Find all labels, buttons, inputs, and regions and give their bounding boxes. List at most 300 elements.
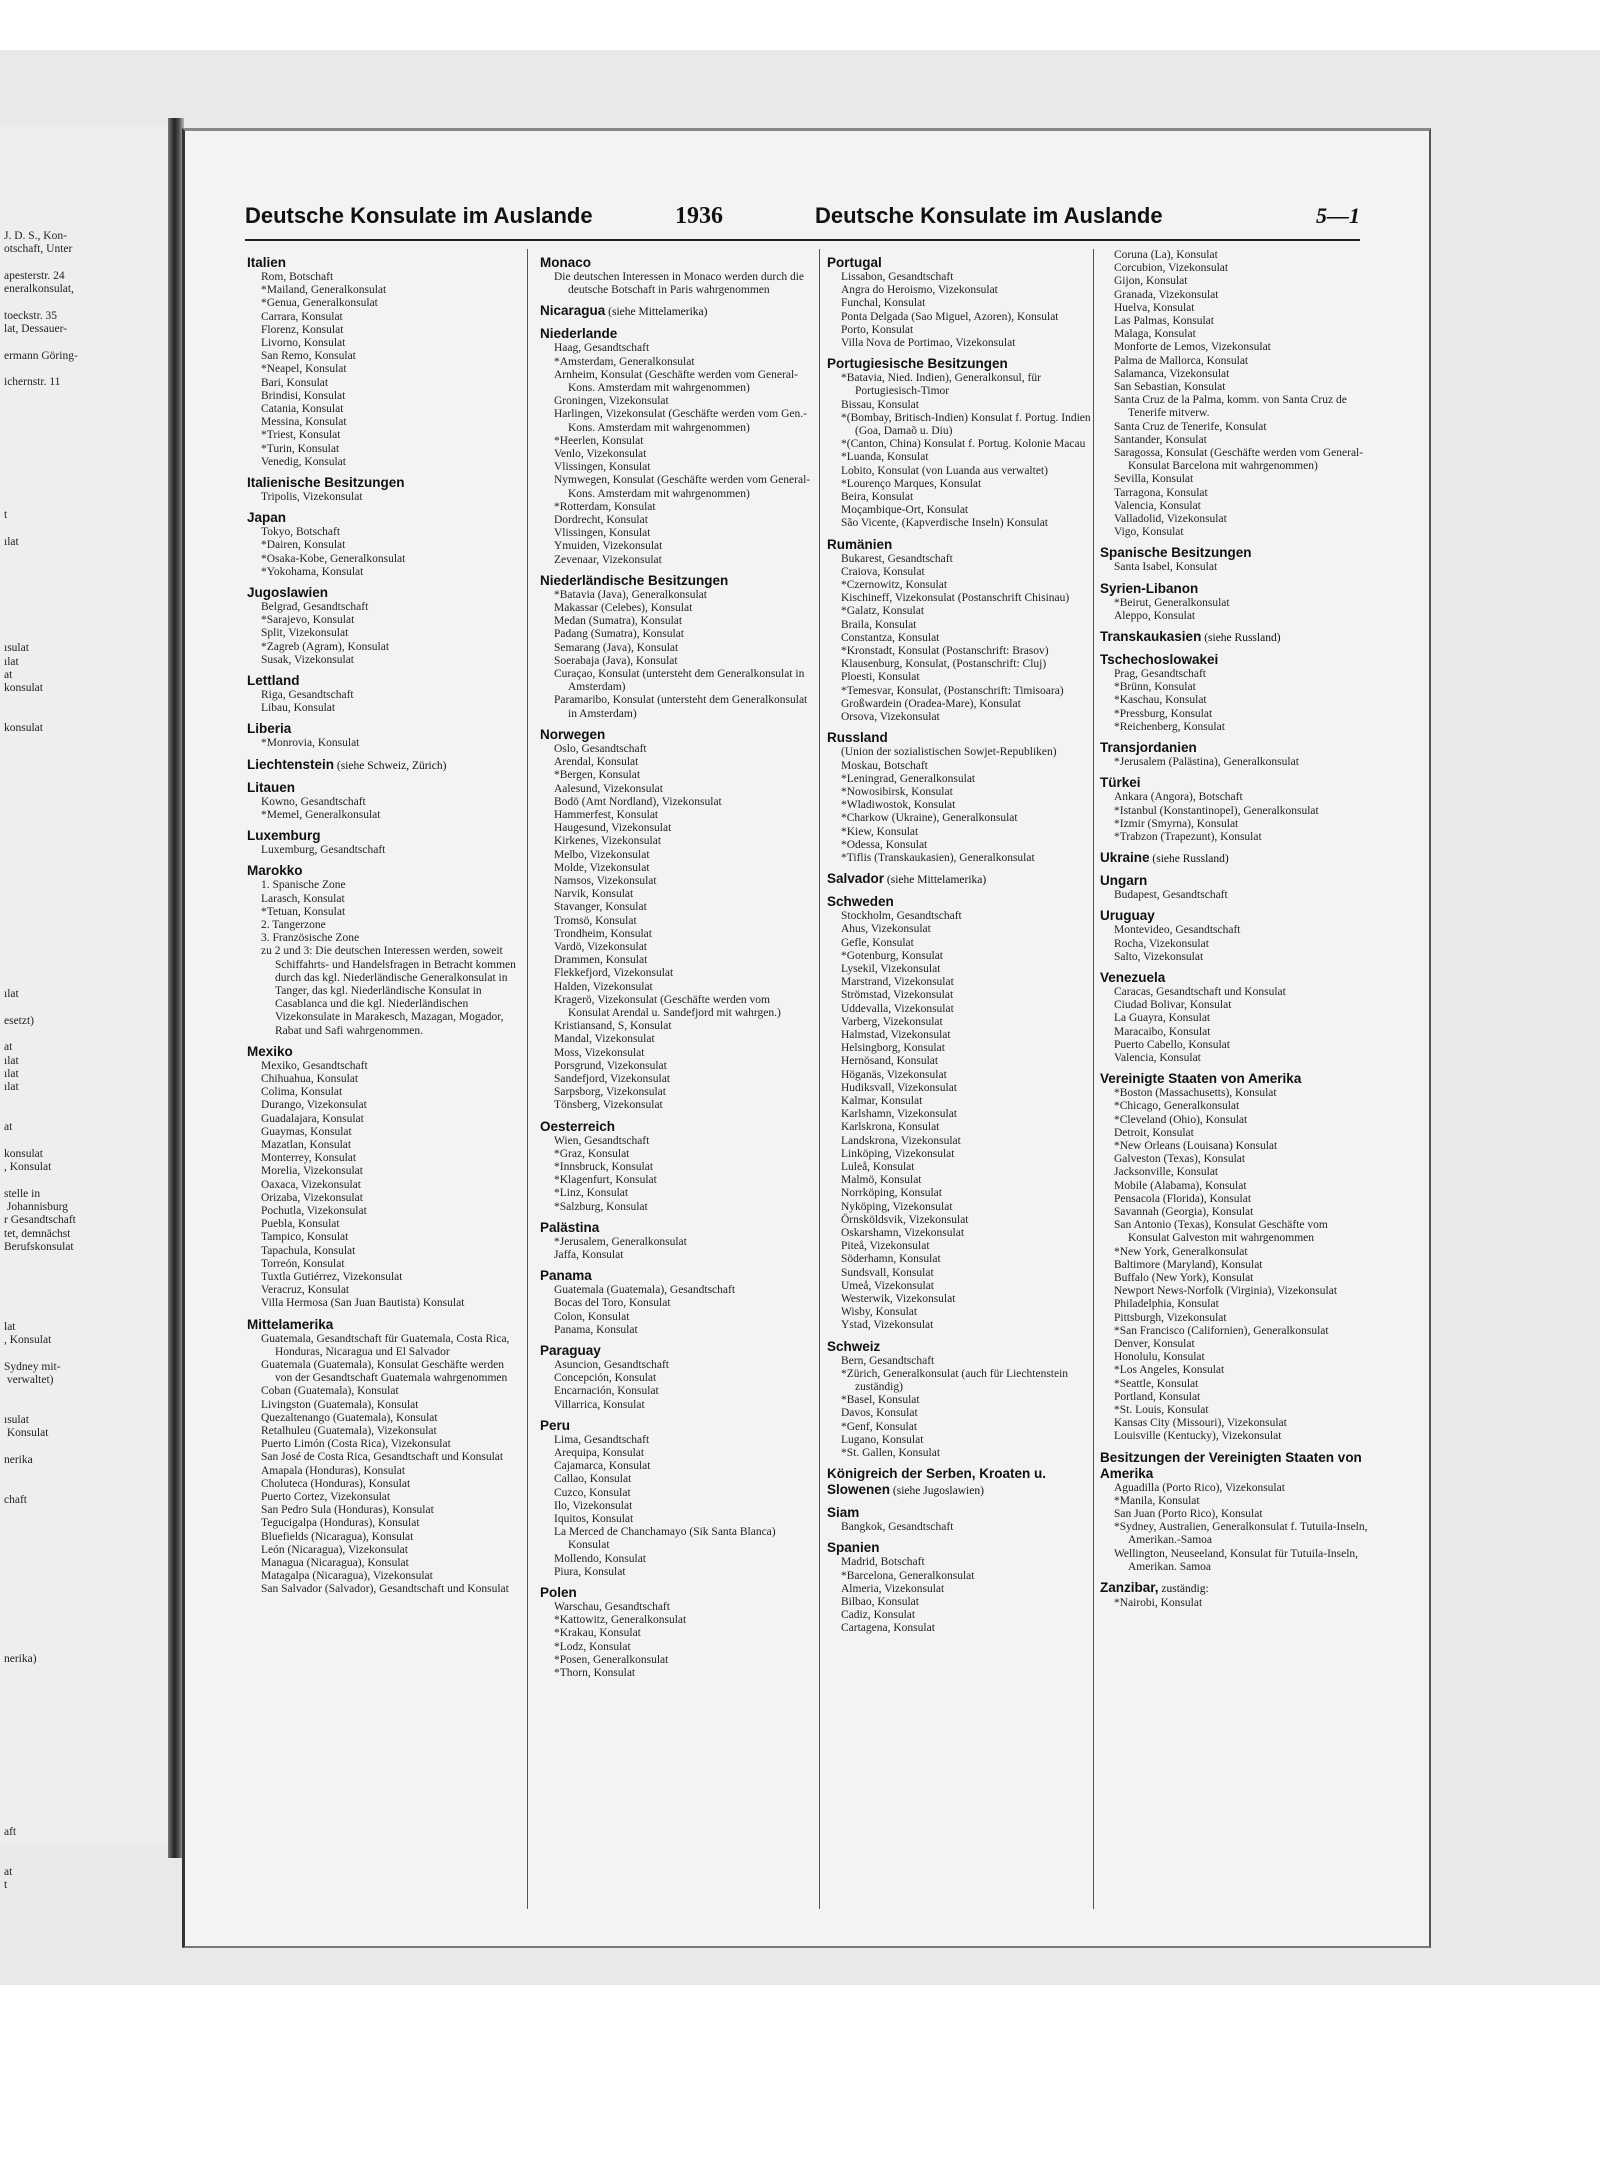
consulate-entry: *New Orleans (Louisana) Konsulat [1114, 1139, 1278, 1152]
consulate-entry: Salamanca, Vizekonsulat [1114, 367, 1230, 380]
consulate-entry: *Linz, Konsulat [554, 1187, 629, 1200]
consulate-entry: Orizaba, Vizekonsulat [261, 1191, 363, 1204]
consulate-entry: Coruna (La), Konsulat [1114, 249, 1218, 261]
consulate-entry: Puebla, Konsulat [261, 1218, 340, 1231]
consulate-entry: Galveston (Texas), Konsulat [1114, 1153, 1246, 1166]
consulate-entry: San José de Costa Rica, Gesandtschaft und Konsulat [261, 1451, 504, 1464]
consulate-entry: Soerabaja (Java), Konsulat [554, 654, 678, 667]
consulate-entry: Ilo, Vizekonsulat [554, 1499, 633, 1512]
consulate-entry: Padang (Sumatra), Konsulat [554, 628, 684, 641]
country-heading: Nicaragua (siehe Mittelamerika) [540, 303, 708, 319]
consulate-entry: San Pedro Sula (Honduras), Konsulat [261, 1504, 434, 1517]
consulate-entry: *Graz, Konsulat [554, 1147, 630, 1160]
consulate-entry: Salto, Vizekonsulat [1114, 950, 1204, 963]
consulate-entry: Großwardein (Oradea-Mare), Konsulat [841, 697, 1021, 710]
consulate-entry: Newport News-Norfolk (Virginia), Vizekonsulat [1114, 1285, 1338, 1298]
consulate-entry: San Remo, Konsulat [261, 350, 356, 363]
consulate-entry: Gefle, Konsulat [841, 936, 914, 949]
consulate-entry: Luxemburg, Gesandtschaft [261, 844, 386, 857]
consulate-entry: *Kronstadt, Konsulat (Postanschrift: Brasov) [841, 645, 1049, 658]
consulate-entry: Karlskrona, Konsulat [841, 1121, 940, 1134]
left-page-text: verwaltet) [4, 1373, 54, 1386]
consulate-entry: Valencia, Konsulat [1114, 1051, 1201, 1064]
consulate-entry: Livingston (Guatemala), Konsulat [261, 1398, 419, 1411]
consulate-entry: Madrid, Botschaft [841, 1556, 925, 1569]
consulate-entry: Orsova, Vizekonsulat [841, 711, 940, 724]
header-left-title: Deutsche Konsulate im Auslande [245, 203, 593, 228]
consulate-entry: Livorno, Konsulat [261, 337, 346, 350]
consulate-entry: Mobile (Alabama), Konsulat [1114, 1179, 1247, 1192]
consulate-entry: Mazatlan, Konsulat [261, 1138, 352, 1151]
consulate-entry: Höganäs, Vizekonsulat [841, 1068, 947, 1081]
consulate-entry: Wisby, Konsulat [841, 1306, 918, 1319]
country-heading: Niederländische Besitzungen [540, 572, 729, 588]
consulate-entry: Monforte de Lemos, Vizekonsulat [1114, 341, 1271, 354]
consulate-entry: Huelva, Konsulat [1114, 301, 1195, 314]
country-heading: Transjordanien [1100, 740, 1197, 756]
consulate-entry: Guatemala, Gesandtschaft für Guatemala, Costa Rica, Honduras, Nicaragua und El Salvador [261, 1332, 510, 1358]
consulate-entry: Strömstad, Vizekonsulat [841, 989, 954, 1002]
consulate-entry: La Merced de Chanchamayo (Sik Santa Blanca) Konsulat [554, 1526, 776, 1552]
country-heading: Lettland [247, 673, 300, 689]
consulate-entry: Pochutla, Vizekonsulat [261, 1204, 367, 1217]
consulate-entry: *Zagreb (Agram), Konsulat [261, 640, 390, 653]
consulate-entry: Tromsö, Konsulat [554, 914, 637, 927]
consulate-entry: Matagalpa (Nicaragua), Vizekonsulat [261, 1570, 433, 1583]
consulate-entry: Mandal, Vizekonsulat [554, 1033, 655, 1046]
consulate-entry: Haugesund, Vizekonsulat [554, 822, 672, 835]
consulate-entry: Gijon, Konsulat [1114, 275, 1188, 288]
consulate-entry: Cajamarca, Konsulat [554, 1460, 651, 1473]
consulate-entry: Lima, Gesandtschaft [554, 1433, 650, 1446]
consulate-entry: Puerto Cabello, Konsulat [1114, 1038, 1230, 1051]
consulate-entry: Philadelphia, Konsulat [1114, 1298, 1219, 1311]
consulate-entry: *Jerusalem, Generalkonsulat [554, 1235, 687, 1248]
consulate-entry: Baltimore (Maryland), Konsulat [1114, 1258, 1263, 1271]
consulate-entry: *Manila, Konsulat [1114, 1494, 1200, 1507]
consulate-entry: *Sarajevo, Konsulat [261, 614, 355, 627]
consulate-entry: *Sydney, Australien, Generalkonsulat f. Tutuila-Inseln, Amerikan.-Samoa [1114, 1521, 1368, 1547]
consulate-entry: *St. Gallen, Konsulat [841, 1447, 941, 1460]
consulate-entry: *Salzburg, Konsulat [554, 1200, 648, 1213]
country-heading: Königreich der Serben, Kroaten u. Slowenen (siehe Jugoslawien) [827, 1466, 1047, 1498]
consulate-entry: Santa Isabel, Konsulat [1114, 561, 1218, 574]
left-page-text: at [4, 668, 13, 681]
consulate-entry: *Heerlen, Konsulat [554, 434, 644, 447]
consulate-entry: *Czernowitz, Konsulat [841, 579, 948, 592]
consulate-entry: Kristiansand, S, Konsulat [554, 1020, 672, 1033]
consulate-entry: Susak, Vizekonsulat [261, 653, 355, 666]
consulate-entry: *Odessa, Konsulat [841, 838, 928, 851]
consulate-entry: Ankara (Angora), Botschaft [1114, 791, 1243, 804]
consulate-entry: Tarragona, Konsulat [1114, 486, 1208, 499]
left-page-text: toeckstr. 35 [4, 309, 58, 322]
consulate-entry: *Boston (Massachusetts), Konsulat [1114, 1087, 1277, 1100]
consulate-entry: Prag, Gesandtschaft [1114, 668, 1206, 681]
consulate-entry: Die deutschen Interessen in Monaco werden durch die deutsche Botschaft in Paris wahrgenommen [554, 271, 805, 297]
consulate-entry: 3. Französische Zone [261, 932, 360, 945]
consulate-entry: *Dairen, Konsulat [261, 539, 346, 552]
consulate-entry: Dordrecht, Konsulat [554, 514, 648, 527]
left-page-text: otschaft, Unter [4, 243, 73, 256]
left-page-text: at [4, 1041, 13, 1054]
consulate-entry: Tuxtla Gutiérrez, Vizekonsulat [261, 1270, 403, 1283]
consulate-entry: Curaçao, Konsulat (untersteht dem Generalkonsulat in Amsterdam) [554, 668, 805, 694]
consulate-entry: Cuzco, Konsulat [554, 1486, 631, 1499]
consulate-entry: *Lourenço Marques, Konsulat [841, 477, 982, 490]
consulate-entry: Lobito, Konsulat (von Luanda aus verwaltet) [841, 464, 1048, 477]
consulate-entry: Drammen, Konsulat [554, 954, 648, 967]
consulate-entry: Bangkok, Gesandtschaft [841, 1521, 954, 1534]
consulate-entry: Portland, Konsulat [1114, 1390, 1201, 1403]
header-right-title: Deutsche Konsulate im Auslande [815, 203, 1163, 228]
left-page-text: eneralkonsulat, [4, 283, 74, 296]
consulate-entry: Veracruz, Konsulat [261, 1284, 350, 1297]
page-header [245, 203, 1360, 233]
consulate-entry: Davos, Konsulat [841, 1407, 918, 1420]
country-heading: Schweden [827, 894, 894, 910]
consulate-entry: Stockholm, Gesandtschaft [841, 910, 962, 923]
consulate-entry: Tegucigalpa (Honduras), Konsulat [261, 1517, 420, 1530]
consulate-entry: Tampico, Konsulat [261, 1231, 349, 1244]
consulate-entry: Bari, Konsulat [261, 376, 329, 389]
consulate-entry: Groningen, Vizekonsulat [554, 395, 669, 408]
consulate-entry: Choluteca (Honduras), Konsulat [261, 1477, 411, 1490]
country-note: (siehe Jugoslawien) [890, 1485, 984, 1498]
consulate-entry: Lugano, Konsulat [841, 1433, 924, 1446]
consulate-entry: *Trabzon (Trapezunt), Konsulat [1114, 830, 1262, 843]
consulate-entry: *Triest, Konsulat [261, 429, 341, 442]
country-note: (siehe Schweiz, Zürich) [334, 759, 447, 772]
consulate-entry: Lysekil, Vizekonsulat [841, 962, 941, 975]
consulate-entry: Örnsköldsvik, Vizekonsulat [841, 1213, 969, 1226]
consulate-entry: Guadalajara, Konsulat [261, 1112, 364, 1125]
consulate-entry: Vlissingen, Konsulat [554, 461, 651, 474]
consulate-entry: San Antonio (Texas), Konsulat Geschäfte vom Konsulat Galveston mit wahrgenommen [1114, 1219, 1328, 1245]
consulate-entry: Guatemala (Guatemala), Konsulat Geschäfte werden von der Gesandtschaft Guatemala wahrgenommen [261, 1359, 508, 1385]
consulate-entry: Medan (Sumatra), Konsulat [554, 615, 683, 628]
consulate-entry: Savannah (Georgia), Konsulat [1114, 1205, 1254, 1218]
country-heading: Tschechoslowakei [1100, 652, 1219, 668]
left-page-text: ısulat [4, 1413, 29, 1426]
consulate-entry: Bern, Gesandtschaft [841, 1354, 935, 1367]
consulate-entry: Sevilla, Konsulat [1114, 473, 1194, 486]
consulate-entry: Aguadilla (Porto Rico), Vizekonsulat [1114, 1481, 1285, 1494]
consulate-entry: Bodö (Amt Nordland), Vizekonsulat [554, 795, 722, 808]
consulate-entry: Brindisi, Konsulat [261, 389, 346, 402]
consulate-entry: Arnheim, Konsulat (Geschäfte werden vom General-Kons. Amsterdam mit wahrgenommen) [554, 368, 798, 395]
left-page-text: aft [4, 1826, 17, 1838]
country-note: (siehe Mittelamerika) [884, 874, 987, 887]
consulate-entry: *Genua, Generalkonsulat [261, 297, 378, 310]
country-note: (siehe Mittelamerika) [605, 306, 708, 319]
consulate-entry: Ystad, Vizekonsulat [841, 1319, 934, 1332]
consulate-entry: Ymuiden, Vizekonsulat [554, 540, 663, 553]
consulate-entry: Helsingborg, Konsulat [841, 1042, 945, 1055]
consulate-entry: Chihuahua, Konsulat [261, 1072, 359, 1085]
consulate-entry: Guatemala (Guatemala), Gesandtschaft [554, 1284, 736, 1297]
column-divider [527, 249, 528, 1909]
consulate-entry: Piura, Konsulat [554, 1565, 626, 1578]
country-heading: Zanzibar, zuständig: [1100, 1580, 1209, 1596]
left-page-text: r Gesandtschaft [4, 1214, 76, 1227]
consulate-entry: La Guayra, Konsulat [1114, 1012, 1211, 1025]
consulate-entry: Kansas City (Missouri), Vizekonsulat [1114, 1417, 1287, 1430]
consulate-entry: *Turin, Konsulat [261, 442, 340, 455]
consulate-entry: Norrköping, Konsulat [841, 1187, 942, 1200]
consulate-entry: *Basel, Konsulat [841, 1394, 920, 1407]
left-page-text: lat, Dessauer- [4, 323, 67, 336]
consulate-entry: Venlo, Vizekonsulat [554, 448, 647, 461]
column-3 [827, 249, 1097, 1929]
consulate-entry: Umeå, Vizekonsulat [841, 1279, 934, 1292]
consulate-entry: *Charkow (Ukraine), Generalkonsulat [841, 812, 1018, 825]
left-page-text: at [4, 1865, 13, 1878]
country-heading: Norwegen [540, 726, 606, 742]
country-heading: Schweiz [827, 1338, 881, 1354]
country-heading: Mexiko [247, 1043, 293, 1059]
left-page-text: konsulat [4, 682, 43, 695]
column-divider [1093, 249, 1094, 1909]
consulate-entry: Ciudad Bolivar, Konsulat [1114, 999, 1232, 1012]
consulate-entry: San Salvador (Salvador), Gesandtschaft und Konsulat [261, 1583, 509, 1596]
left-page-text: konsulat [4, 1147, 43, 1160]
consulate-entry: *Memel, Generalkonsulat [261, 808, 381, 821]
consulate-entry: *(Canton, China) Konsulat f. Portug. Kolonie Macau [841, 438, 1086, 451]
consulate-entry: *Nairobi, Konsulat [1114, 1597, 1203, 1610]
consulate-entry: Cadiz, Konsulat [841, 1609, 916, 1622]
consulate-entry: *Klagenfurt, Konsulat [554, 1174, 657, 1187]
consulate-entry: Riga, Gesandtschaft [261, 689, 354, 702]
consulate-entry: *Genf, Konsulat [841, 1420, 918, 1433]
country-note: (siehe Russland) [1149, 853, 1229, 866]
consulate-entry: Harlingen, Vizekonsulat (Geschäfte werden vom Gen.-Kons. Amsterdam mit wahrgenommen) [554, 408, 807, 434]
left-page-text: t [4, 1879, 8, 1892]
left-page-text: nerika) [4, 1653, 37, 1666]
consulate-entry: Porto, Konsulat [841, 323, 914, 336]
consulate-entry: Hernösand, Konsulat [841, 1055, 939, 1068]
country-heading: Litauen [247, 779, 296, 795]
consulate-entry: Granada, Vizekonsulat [1114, 288, 1219, 301]
consulate-entry: Stavanger, Konsulat [554, 901, 647, 914]
consulate-entry: Moçambique-Ort, Konsulat [841, 504, 969, 517]
consulate-entry: Morelia, Vizekonsulat [261, 1165, 363, 1178]
consulate-entry: Sandefjord, Vizekonsulat [554, 1072, 670, 1085]
consulate-entry: 1. Spanische Zone [261, 879, 346, 892]
country-heading: Siam [827, 1505, 860, 1521]
consulate-entry: Rom, Botschaft [261, 271, 334, 283]
consulate-entry: Linköping, Vizekonsulat [841, 1147, 955, 1160]
country-heading: Mittelamerika [247, 1316, 334, 1332]
country-heading: Oesterreich [540, 1118, 616, 1134]
left-page-text: apesterstr. 24 [4, 269, 65, 282]
consulate-entry: *Tetuan, Konsulat [261, 905, 346, 918]
consulate-entry: Panama, Konsulat [554, 1323, 638, 1336]
consulate-entry: Sarpsborg, Vizekonsulat [554, 1086, 666, 1099]
consulate-entry: Marstrand, Vizekonsulat [841, 976, 954, 989]
left-page-text: J. D. S., Kon- [4, 230, 67, 242]
country-heading: Jugoslawien [247, 585, 329, 601]
consulate-entry: Colon, Konsulat [554, 1310, 630, 1323]
consulate-entry: Malaga, Konsulat [1114, 328, 1196, 341]
left-page-text: chaft [4, 1493, 27, 1506]
consulate-entry: Kowno, Gesandtschaft [261, 795, 366, 808]
consulate-entry: *Rotterdam, Konsulat [554, 500, 656, 513]
consulate-entry: Managua (Nicaragua), Konsulat [261, 1557, 409, 1570]
consulate-entry: *Wladiwostok, Konsulat [841, 799, 956, 812]
consulate-entry: Caracas, Gesandtschaft und Konsulat [1114, 985, 1286, 998]
consulate-entry: Corcubion, Vizekonsulat [1114, 262, 1229, 275]
left-page-text: ılat [4, 655, 19, 668]
country-heading: Transkaukasien (siehe Russland) [1100, 629, 1281, 645]
consulate-entry: Callao, Konsulat [554, 1473, 632, 1486]
consulate-entry: Santa Cruz de Tenerife, Konsulat [1114, 420, 1267, 433]
consulate-entry: Catania, Konsulat [261, 403, 344, 416]
left-page-text: Sydney mit- [4, 1360, 61, 1373]
consulate-entry: Louisville (Kentucky), Vizekonsulat [1114, 1430, 1282, 1443]
country-heading: Spanische Besitzungen [1100, 545, 1252, 561]
consulate-entry: Braila, Konsulat [841, 618, 917, 631]
consulate-entry: *Brünn, Konsulat [1114, 681, 1196, 694]
left-page-text: , Konsulat [4, 1333, 52, 1346]
consulate-entry: *Osaka-Kobe, Generalkonsulat [261, 552, 406, 565]
consulate-entry: Honolulu, Konsulat [1114, 1351, 1205, 1364]
consulate-entry: Ploesti, Konsulat [841, 671, 920, 684]
consulate-entry: *(Bombay, Britisch-Indien) Konsulat f. Portug. Indien (Goa, Damaõ u. Diu) [841, 411, 1091, 438]
consulate-entry: Santa Cruz de la Palma, komm. von Santa Cruz de Tenerife mitverw. [1114, 394, 1347, 420]
consulate-entry: Vardö, Vizekonsulat [554, 940, 647, 953]
country-heading: Russland [827, 730, 888, 746]
consulate-entry: Villa Nova de Portimao, Vizekonsulat [841, 337, 1016, 350]
consulate-entry: Budapest, Gesandtschaft [1114, 889, 1228, 902]
consulate-entry: Guaymas, Konsulat [261, 1125, 352, 1138]
consulate-entry: Varberg, Vizekonsulat [841, 1015, 943, 1028]
consulate-entry: Denver, Konsulat [1114, 1338, 1195, 1350]
consulate-entry: Halmstad, Vizekonsulat [841, 1028, 951, 1041]
country-heading: Italien [247, 255, 287, 270]
column-4 [1100, 249, 1372, 1929]
consulate-entry: Jacksonville, Konsulat [1114, 1166, 1219, 1179]
country-note: zuständig: [1158, 1583, 1209, 1596]
consulate-entry: Beira, Konsulat [841, 491, 914, 504]
left-page-text: Konsulat [4, 1427, 49, 1439]
consulate-entry: *Amsterdam, Generalkonsulat [554, 355, 695, 368]
consulate-entry: *New York, Generalkonsulat [1114, 1245, 1248, 1258]
consulate-entry: Namsos, Vizekonsulat [554, 874, 657, 887]
left-page-text: Johannisburg [4, 1200, 68, 1213]
consulate-entry: Kirkenes, Vizekonsulat [554, 835, 662, 848]
country-heading: Peru [540, 1417, 571, 1433]
consulate-entry: Saragossa, Konsulat (Geschäfte werden vom General-Konsulat Barcelona mit wahrgenommen) [1114, 447, 1364, 473]
header-year: 1936 [675, 203, 723, 229]
consulate-entry: Tokyo, Botschaft [261, 526, 341, 539]
consulate-entry: *Gotenburg, Konsulat [841, 949, 944, 962]
consulate-entry: (Union der sozialistischen Sowjet-Republiken) [841, 746, 1057, 759]
left-page-text: ılat [4, 988, 19, 1001]
consulate-entry: Semarang (Java), Konsulat [554, 641, 679, 654]
country-heading: Spanien [827, 1540, 880, 1556]
consulate-entry: Funchal, Konsulat [841, 297, 926, 310]
consulate-entry: Vigo, Konsulat [1114, 526, 1184, 539]
consulate-entry: Nyköping, Vizekonsulat [841, 1200, 953, 1213]
page-number: 5—1 [1316, 203, 1360, 228]
consulate-entry: Hammerfest, Konsulat [554, 808, 659, 821]
consulate-entry: Arendal, Konsulat [554, 756, 639, 769]
consulate-entry: Oslo, Gesandtschaft [554, 742, 647, 755]
consulate-entry: Amapala (Honduras), Konsulat [261, 1464, 406, 1477]
consulate-entry: Carrara, Konsulat [261, 310, 343, 323]
consulate-entry: Kischineff, Vizekonsulat (Postanschrift Chisinau) [841, 592, 1070, 605]
left-page-text: lat [4, 1320, 16, 1333]
consulate-entry: *Yokohama, Konsulat [261, 565, 364, 578]
consulate-entry: *Izmir (Smyrna), Konsulat [1114, 817, 1239, 830]
consulate-entry: *Cleveland (Ohio), Konsulat [1114, 1113, 1248, 1126]
consulate-entry: Tapachula, Konsulat [261, 1244, 356, 1257]
consulate-entry: Haag, Gesandtschaft [554, 342, 650, 355]
left-page-text: ılat [4, 1081, 19, 1094]
country-heading: Portugiesische Besitzungen [827, 356, 1008, 372]
left-page-text: ılat [4, 1067, 19, 1080]
consulate-entry: São Vicente, (Kapverdische Inseln) Konsulat [841, 517, 1048, 530]
left-page-text: stelle in [4, 1187, 41, 1200]
country-heading: Rumänien [827, 536, 893, 552]
consulate-entry: Puerto Limón (Costa Rica), Vizekonsulat [261, 1438, 451, 1451]
consulate-entry: 2. Tangerzone [261, 918, 326, 931]
consulate-entry: Coban (Guatemala), Konsulat [261, 1385, 399, 1398]
left-page-text: Berufskonsulat [4, 1240, 74, 1253]
consulate-entry: Bluefields (Nicaragua), Konsulat [261, 1530, 414, 1543]
consulate-entry: Malmö, Konsulat [841, 1174, 922, 1187]
column-2 [540, 249, 812, 1929]
country-heading: Portugal [827, 255, 882, 270]
consulate-entry: Makassar (Celebes), Konsulat [554, 602, 693, 615]
consulate-entry: León (Nicaragua), Vizekonsulat [261, 1543, 408, 1556]
consulate-entry: Moss, Vizekonsulat [554, 1046, 645, 1059]
consulate-entry: Valencia, Konsulat [1114, 499, 1201, 512]
consulate-entry: Puerto Cortez, Vizekonsulat [261, 1491, 391, 1504]
left-page-text: t [4, 509, 8, 522]
consulate-entry: *Reichenberg, Konsulat [1114, 720, 1225, 733]
consulate-entry: San Sebastian, Konsulat [1114, 381, 1226, 394]
country-heading: Palästina [540, 1219, 600, 1235]
consulate-entry: *Beirut, Generalkonsulat [1114, 596, 1230, 609]
consulate-entry: *Batavia, Nied. Indien), Generalkonsul, für Portugiesisch-Timor [841, 372, 1041, 398]
consulate-entry: Flekkefjord, Vizekonsulat [554, 967, 674, 980]
consulate-entry: Concepción, Konsulat [554, 1372, 657, 1385]
consulate-entry: Halden, Vizekonsulat [554, 980, 653, 993]
country-heading: Liberia [247, 721, 292, 737]
consulate-entry: *Temesvar, Konsulat, (Postanschrift: Timisoara) [841, 684, 1064, 697]
consulate-entry: Jaffa, Konsulat [554, 1249, 624, 1261]
consulate-entry: *Istanbul (Konstantinopel), Generalkonsulat [1114, 804, 1319, 817]
country-heading: Besitzungen der Vereinigten Staaten von Amerika [1100, 1449, 1362, 1481]
consulate-entry: *Bergen, Konsulat [554, 769, 641, 782]
consulate-entry: Pittsburgh, Vizekonsulat [1114, 1311, 1227, 1324]
consulate-entry: Molde, Vizekonsulat [554, 861, 650, 874]
consulate-entry: *Krakau, Konsulat [554, 1627, 641, 1640]
left-page-fragment [0, 125, 168, 1892]
consulate-entry: Santander, Konsulat [1114, 433, 1207, 446]
left-page-text: tet, demnächst [4, 1227, 71, 1240]
left-page-text: esetzt) [4, 1014, 35, 1027]
consulate-entry: *Kaschau, Konsulat [1114, 694, 1207, 707]
consulate-entry: Torreón, Konsulat [261, 1257, 345, 1270]
consulate-entry: Florenz, Konsulat [261, 323, 344, 336]
consulate-entry: *Batavia (Java), Generalkonsulat [554, 588, 707, 601]
consulate-entry: Bilbao, Konsulat [841, 1596, 919, 1609]
consulate-entry: *Zürich, Generalkonsulat (auch für Liechtenstein zuständig) [841, 1367, 1069, 1394]
consulate-entry: Melbo, Vizekonsulat [554, 848, 650, 861]
